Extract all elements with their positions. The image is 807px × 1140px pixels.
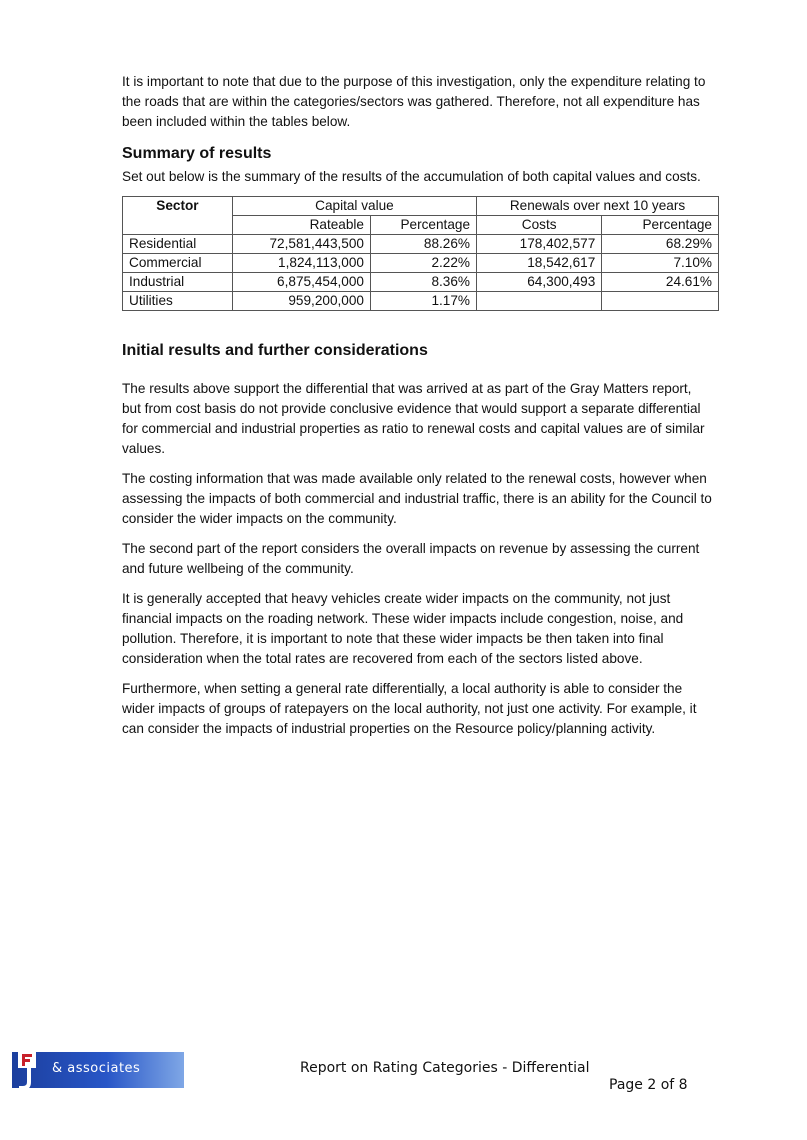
body-paragraph: The results above support the differential that was arrived at as part of the Gray Matters report, but from cost basis do not provide conclusive evidence that would support a separate differential for commercial and industrial properties as ratio to renewal costs and capital values are of similar values. <box>122 381 705 456</box>
table-row <box>123 254 719 273</box>
logo-mark-icon <box>16 1048 38 1092</box>
renewal-percentage-cell: 24.61% <box>602 273 719 292</box>
costs-cell: 178,402,577 <box>477 235 602 254</box>
sector-header: Sector <box>123 197 233 235</box>
renewal-percentage-cell: 68.29% <box>602 235 719 254</box>
costs-cell: 64,300,493 <box>477 273 602 292</box>
table-row <box>123 235 719 254</box>
rateable-cell: 959,200,000 <box>232 292 370 311</box>
page-number: Page 2 of 8 <box>609 1077 688 1093</box>
costs-cell: 18,542,617 <box>477 254 602 273</box>
logo-text: & associates <box>52 1061 141 1076</box>
summary-heading: Summary of results <box>122 145 272 162</box>
renewal-percentage-header: Percentage <box>602 216 719 235</box>
cv-percentage-cell: 8.36% <box>370 273 476 292</box>
body-paragraph: It is generally accepted that heavy vehicles create wider impacts on the community, not just financial impacts on the roading network. These wider impacts include congestion, noise, and pollution. Therefore, it is important to note that these wider impacts be then taken into final consideration when the total rates are recovered from each of the sectors listed above. <box>122 591 684 666</box>
company-logo <box>12 1052 184 1088</box>
cv-percentage-cell: 1.17% <box>370 292 476 311</box>
costs-cell <box>477 292 602 311</box>
rateable-cell: 1,824,113,000 <box>232 254 370 273</box>
sector-cell: Utilities <box>123 292 233 311</box>
body-paragraph: The second part of the report considers the overall impacts on revenue by assessing the current and future wellbeing of the community. <box>122 541 700 576</box>
renewal-percentage-cell <box>602 292 719 311</box>
capital-value-header: Capital value <box>232 197 476 216</box>
renewals-header: Renewals over next 10 years <box>477 197 719 216</box>
cv-percentage-cell: 88.26% <box>370 235 476 254</box>
sector-cell: Industrial <box>123 273 233 292</box>
renewal-percentage-cell: 7.10% <box>602 254 719 273</box>
sector-cell: Residential <box>123 235 233 254</box>
table-row <box>123 273 719 292</box>
table-row <box>123 292 719 311</box>
report-title: Report on Rating Categories - Differential <box>300 1060 590 1076</box>
rateable-cell: 72,581,443,500 <box>232 235 370 254</box>
body-paragraph: The costing information that was made available only related to the renewal costs, however when assessing the impacts of both commercial and industrial traffic, there is an ability for the Council to consider the wider impacts on the community. <box>122 471 712 526</box>
cv-percentage-cell: 2.22% <box>370 254 476 273</box>
cv-percentage-header: Percentage <box>370 216 476 235</box>
summary-intro-paragraph: Set out below is the summary of the results of the accumulation of both capital values and costs. <box>122 169 701 184</box>
rateable-header: Rateable <box>232 216 370 235</box>
body-paragraph: Furthermore, when setting a general rate differentially, a local authority is able to consider the wider impacts of groups of ratepayers on the local authority, not just one activity. For example, it can consider the impacts of industrial properties on the Resource policy/planning activity. <box>122 681 697 736</box>
sector-cell: Commercial <box>123 254 233 273</box>
rateable-cell: 6,875,454,000 <box>232 273 370 292</box>
initial-results-heading: Initial results and further considerations <box>122 342 428 359</box>
costs-header: Costs <box>477 216 602 235</box>
document-body <box>122 72 712 749</box>
table-header-row <box>123 197 719 216</box>
results-table <box>122 196 719 311</box>
intro-paragraph: It is important to note that due to the purpose of this investigation, only the expenditure relating to the roads that are within the categories/sectors was gathered. Therefore, not all expenditure has been included within the tables below. <box>122 74 706 129</box>
